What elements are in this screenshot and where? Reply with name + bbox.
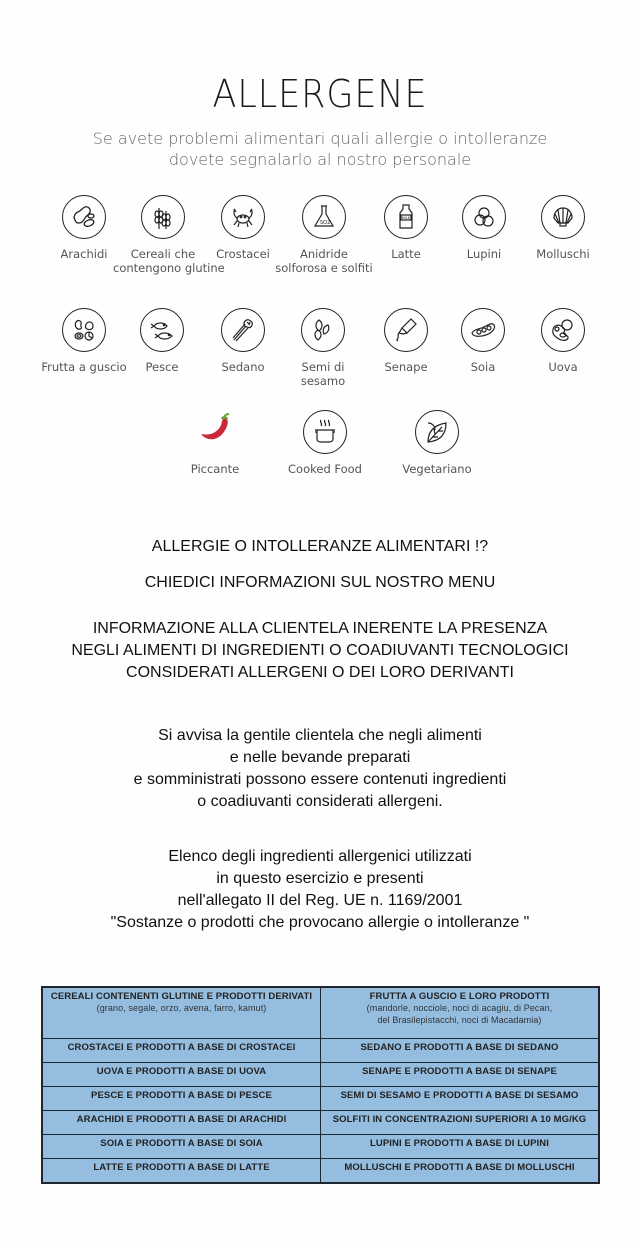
subtitle-line: Se avete problemi alimentari quali allergie o intolleranze: [92, 129, 548, 148]
warning-line: e nelle bevande preparati: [229, 749, 411, 766]
allergen-label: Arachidi: [60, 247, 108, 261]
intro-line: in questo esercizio e presenti: [216, 870, 424, 887]
table-cell: [321, 987, 600, 1039]
allergen-label: Uova: [548, 360, 578, 374]
label-line: Cereali che: [130, 247, 196, 261]
table-cell: CROSTACEI E PRODOTTI A BASE DI CROSTACEI: [42, 1039, 321, 1063]
customer-information: [0, 618, 640, 684]
cell-subtitle: (grano, segale, orzo, avena, farro, kamut): [96, 1003, 267, 1013]
marker-label: Piccante: [190, 462, 240, 476]
table-cell: LUPINI E PRODOTTI A BASE DI LUPINI: [321, 1135, 600, 1159]
allergen-uova: [513, 308, 613, 374]
allergen-label: Senape: [384, 360, 428, 374]
table-row: [42, 1087, 599, 1111]
marker-label: Cooked Food: [288, 462, 362, 476]
chili-pepper-icon: [193, 410, 237, 454]
intro-line: "Sostanze o prodotti che provocano allergie o intolleranze ": [110, 914, 530, 931]
table-cell: PESCE E PRODOTTI A BASE DI PESCE: [42, 1087, 321, 1111]
allergen-label: Molluschi: [536, 247, 590, 261]
table-cell: [42, 987, 321, 1039]
table-row: [42, 987, 599, 1039]
shell-icon: [541, 195, 585, 239]
marker-piccante: [165, 410, 265, 476]
label-line: solforosa e solfiti: [275, 261, 373, 275]
marker-cooked-food: [275, 410, 375, 476]
warning-paragraph: [0, 725, 640, 813]
page-subtitle: [0, 128, 640, 170]
marker-vegetariano: [387, 410, 487, 476]
warning-line: o coadiuvanti considerati allergeni.: [197, 793, 443, 810]
allergen-label: Frutta a guscio: [41, 360, 127, 374]
cell-subtitle: (mandorle, nocciole, noci di acagiu, di Pecan,: [366, 1003, 553, 1013]
table-row: [42, 1111, 599, 1135]
label-line: Anidride: [300, 247, 348, 261]
allergen-label: Latte: [391, 247, 421, 261]
intro-line: nell'allegato II del Reg. UE n. 1169/2001: [177, 892, 463, 909]
table-cell: ARACHIDI E PRODOTTI A BASE DI ARACHIDI: [42, 1111, 321, 1135]
allergen-label: Pesce: [145, 360, 179, 374]
svg-text:MILK: MILK: [401, 216, 410, 220]
cell-title: CEREALI CONTENENTI GLUTINE E PRODOTTI DERIVATI: [50, 991, 313, 1002]
info-line: CONSIDERATI ALLERGENI O DEI LORO DERIVANTI: [126, 664, 514, 681]
allergen-molluschi: [513, 195, 613, 261]
warning-line: e somministrati possono essere contenuti ingredienti: [133, 771, 507, 788]
allergen-label: Lupini: [466, 247, 502, 261]
table-row: [42, 1135, 599, 1159]
table-row: [42, 1063, 599, 1087]
info-line: INFORMAZIONE ALLA CLIENTELA INERENTE LA PRESENZA: [92, 620, 548, 637]
allergen-table: [41, 986, 600, 1184]
fish-icon: [140, 308, 184, 352]
table-cell: SEDANO E PRODOTTI A BASE DI SEDANO: [321, 1039, 600, 1063]
warning-line: Si avvisa la gentile clientela che negli alimenti: [158, 727, 482, 744]
table-cell: MOLLUSCHI E PRODOTTI A BASE DI MOLLUSCHI: [321, 1159, 600, 1184]
info-line: NEGLI ALIMENTI DI INGREDIENTI O COADIUVANTI TECNOLOGICI: [71, 642, 569, 659]
table-cell: UOVA E PRODOTTI A BASE DI UOVA: [42, 1063, 321, 1087]
intro-line: Elenco degli ingredienti allergenici utilizzati: [168, 848, 472, 865]
so2-flask-icon: [302, 195, 346, 239]
mustard-icon: [384, 308, 428, 352]
subtitle-line: dovete segnalarlo al nostro personale: [168, 150, 472, 169]
table-cell: SOLFITI IN CONCENTRAZIONI SUPERIORI A 10 MG/KG: [321, 1111, 600, 1135]
table-cell: SOIA E PRODOTTI A BASE DI SOIA: [42, 1135, 321, 1159]
table-cell: SENAPE E PRODOTTI A BASE DI SENAPE: [321, 1063, 600, 1087]
lupin-icon: [462, 195, 506, 239]
celery-icon: [221, 308, 265, 352]
label-line: contengono glutine: [113, 261, 225, 275]
peanut-icon: [62, 195, 106, 239]
cooking-pot-icon: [303, 410, 347, 454]
leaf-icon: [415, 410, 459, 454]
egg-icon: [541, 308, 585, 352]
allergen-label: Crostacei: [216, 247, 270, 261]
allergen-label: Sedano: [221, 360, 265, 374]
milk-bottle-icon: [384, 195, 428, 239]
table-row: [42, 1159, 599, 1184]
label-line: Semi di: [301, 360, 345, 374]
cell-subtitle: del Brasilepistacchi, noci di Macadamia): [377, 1015, 542, 1025]
label-line: sesamo: [300, 374, 346, 388]
nuts-icon: [62, 308, 106, 352]
soy-icon: [461, 308, 505, 352]
allergen-list-intro: [0, 846, 640, 934]
svg-text:SO2: SO2: [320, 220, 331, 226]
sesame-icon: [301, 308, 345, 352]
cell-title: FRUTTA A GUSCIO E LORO PRODOTTI: [369, 991, 550, 1002]
page-title: ALLERGENE: [212, 72, 428, 116]
marker-label: Vegetariano: [402, 462, 472, 476]
wheat-icon: [141, 195, 185, 239]
table-cell: LATTE E PRODOTTI A BASE DI LATTE: [42, 1159, 321, 1184]
table-cell: SEMI DI SESAMO E PRODOTTI A BASE DI SESAMO: [321, 1087, 600, 1111]
crab-icon: [221, 195, 265, 239]
allergy-question: ALLERGIE O INTOLLERANZE ALIMENTARI !?: [151, 538, 489, 555]
table-row: [42, 1039, 599, 1063]
ask-menu-info: CHIEDICI INFORMAZIONI SUL NOSTRO MENU: [144, 574, 496, 591]
allergen-label: Soia: [470, 360, 496, 374]
